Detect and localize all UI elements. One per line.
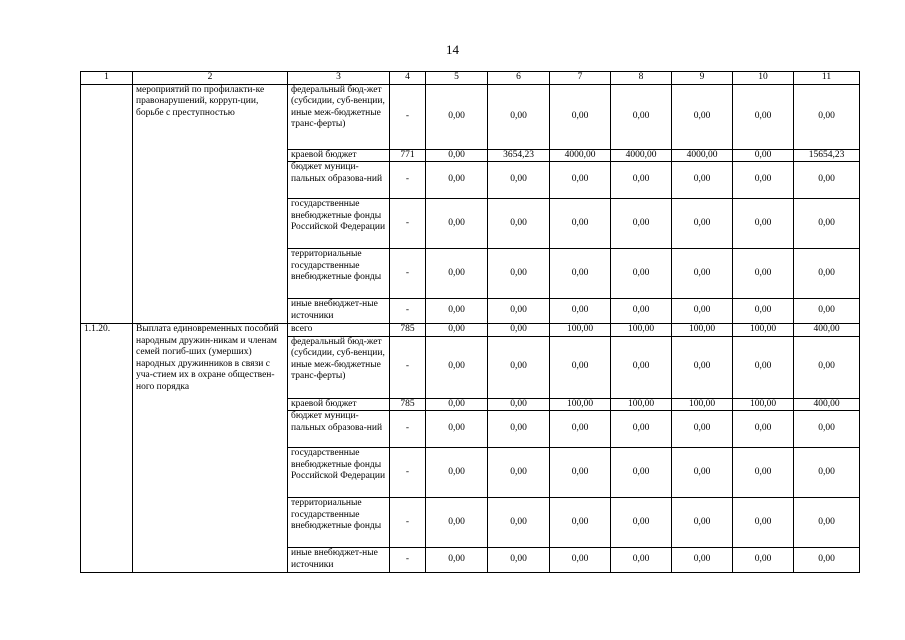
value-cell: 0,00 bbox=[672, 498, 733, 548]
value-cell: 4000,00 bbox=[672, 149, 733, 162]
header-cell: 5 bbox=[426, 72, 488, 85]
value-cell: 0,00 bbox=[733, 411, 794, 448]
value-cell: 100,00 bbox=[733, 324, 794, 337]
value-cell: 0,00 bbox=[794, 336, 860, 398]
value-cell: 0,00 bbox=[426, 411, 488, 448]
code-cell: - bbox=[390, 249, 426, 299]
value-cell: 0,00 bbox=[611, 548, 672, 573]
value-cell: 0,00 bbox=[733, 162, 794, 199]
value-cell: 0,00 bbox=[426, 548, 488, 573]
value-cell: 0,00 bbox=[426, 336, 488, 398]
item-description: Выплата единовременных пособий народным дружин-никам и членам семей погиб-ших (умерших) народных дружинников в связи с уча-стием их в охране обществен-ного порядка bbox=[133, 324, 288, 573]
code-cell: - bbox=[390, 162, 426, 199]
value-cell: 0,00 bbox=[611, 336, 672, 398]
code-cell: - bbox=[390, 336, 426, 398]
value-cell: 0,00 bbox=[550, 162, 611, 199]
value-cell: 0,00 bbox=[611, 299, 672, 324]
value-cell: 0,00 bbox=[488, 336, 550, 398]
value-cell: 0,00 bbox=[672, 199, 733, 249]
value-cell: 100,00 bbox=[550, 398, 611, 411]
value-cell: 0,00 bbox=[794, 448, 860, 498]
value-cell: 0,00 bbox=[672, 448, 733, 498]
value-cell: 400,00 bbox=[794, 398, 860, 411]
value-cell: 0,00 bbox=[488, 498, 550, 548]
value-cell: 0,00 bbox=[611, 199, 672, 249]
funding-source: бюджет муници-пальных образова-ний bbox=[288, 162, 390, 199]
value-cell: 0,00 bbox=[426, 249, 488, 299]
value-cell: 0,00 bbox=[733, 299, 794, 324]
value-cell: 0,00 bbox=[550, 199, 611, 249]
value-cell: 0,00 bbox=[611, 162, 672, 199]
value-cell: 0,00 bbox=[733, 249, 794, 299]
value-cell: 3654,23 bbox=[488, 149, 550, 162]
value-cell: 0,00 bbox=[794, 199, 860, 249]
value-cell: 0,00 bbox=[733, 498, 794, 548]
header-cell: 11 bbox=[794, 72, 860, 85]
value-cell: 100,00 bbox=[611, 398, 672, 411]
funding-source: иные внебюджет-ные источники bbox=[288, 548, 390, 573]
value-cell: 0,00 bbox=[672, 84, 733, 149]
header-cell: 2 bbox=[133, 72, 288, 85]
value-cell: 0,00 bbox=[488, 249, 550, 299]
value-cell: 0,00 bbox=[426, 199, 488, 249]
value-cell: 0,00 bbox=[426, 324, 488, 337]
budget-table bbox=[80, 71, 860, 573]
value-cell: 0,00 bbox=[488, 84, 550, 149]
item-description: мероприятий по профилакти-ке правонарушений, корруп-ции, борьбе с преступностью bbox=[133, 84, 288, 324]
value-cell: 0,00 bbox=[794, 498, 860, 548]
value-cell: 0,00 bbox=[550, 411, 611, 448]
value-cell: 0,00 bbox=[672, 548, 733, 573]
value-cell: 0,00 bbox=[611, 84, 672, 149]
value-cell: 0,00 bbox=[611, 249, 672, 299]
value-cell: 0,00 bbox=[426, 448, 488, 498]
code-cell: - bbox=[390, 498, 426, 548]
value-cell: 0,00 bbox=[794, 249, 860, 299]
value-cell: 0,00 bbox=[426, 84, 488, 149]
value-cell: 0,00 bbox=[794, 411, 860, 448]
value-cell: 100,00 bbox=[733, 398, 794, 411]
value-cell: 0,00 bbox=[672, 249, 733, 299]
funding-source: бюджет муници-пальных образова-ний bbox=[288, 411, 390, 448]
value-cell: 0,00 bbox=[733, 199, 794, 249]
value-cell: 0,00 bbox=[794, 84, 860, 149]
code-cell: - bbox=[390, 84, 426, 149]
value-cell: 4000,00 bbox=[611, 149, 672, 162]
value-cell: 4000,00 bbox=[550, 149, 611, 162]
value-cell: 0,00 bbox=[672, 299, 733, 324]
value-cell: 0,00 bbox=[733, 149, 794, 162]
funding-source: краевой бюджет bbox=[288, 149, 390, 162]
item-number bbox=[81, 84, 133, 324]
value-cell: 0,00 bbox=[794, 548, 860, 573]
code-cell: 771 bbox=[390, 149, 426, 162]
header-cell: 1 bbox=[81, 72, 133, 85]
value-cell: 0,00 bbox=[426, 149, 488, 162]
code-cell: 785 bbox=[390, 398, 426, 411]
value-cell: 0,00 bbox=[550, 84, 611, 149]
value-cell: 0,00 bbox=[488, 299, 550, 324]
header-cell: 8 bbox=[611, 72, 672, 85]
value-cell: 0,00 bbox=[488, 324, 550, 337]
code-cell: - bbox=[390, 548, 426, 573]
value-cell: 0,00 bbox=[672, 336, 733, 398]
value-cell: 0,00 bbox=[488, 162, 550, 199]
funding-source: территориальные государственные внебюджетные фонды bbox=[288, 249, 390, 299]
value-cell: 100,00 bbox=[611, 324, 672, 337]
value-cell: 0,00 bbox=[488, 398, 550, 411]
value-cell: 0,00 bbox=[794, 299, 860, 324]
value-cell: 0,00 bbox=[488, 199, 550, 249]
value-cell: 400,00 bbox=[794, 324, 860, 337]
header-cell: 6 bbox=[488, 72, 550, 85]
item-number: 1.1.20. bbox=[81, 324, 133, 573]
value-cell: 0,00 bbox=[672, 162, 733, 199]
value-cell: 0,00 bbox=[611, 411, 672, 448]
value-cell: 0,00 bbox=[488, 411, 550, 448]
value-cell: 0,00 bbox=[733, 84, 794, 149]
funding-source: иные внебюджет-ные источники bbox=[288, 299, 390, 324]
funding-source: государственные внебюджетные фонды Российской Федерации bbox=[288, 199, 390, 249]
value-cell: 0,00 bbox=[550, 249, 611, 299]
header-cell: 7 bbox=[550, 72, 611, 85]
header-cell: 9 bbox=[672, 72, 733, 85]
value-cell: 0,00 bbox=[426, 498, 488, 548]
header-cell: 3 bbox=[288, 72, 390, 85]
code-cell: - bbox=[390, 299, 426, 324]
value-cell: 100,00 bbox=[672, 324, 733, 337]
table-row bbox=[81, 324, 860, 337]
value-cell: 0,00 bbox=[672, 411, 733, 448]
value-cell: 0,00 bbox=[611, 498, 672, 548]
table-row bbox=[81, 84, 860, 149]
value-cell: 0,00 bbox=[426, 299, 488, 324]
value-cell: 0,00 bbox=[426, 162, 488, 199]
value-cell: 0,00 bbox=[550, 336, 611, 398]
funding-source: государственные внебюджетные фонды Российской Федерации bbox=[288, 448, 390, 498]
value-cell: 0,00 bbox=[550, 548, 611, 573]
header-cell: 4 bbox=[390, 72, 426, 85]
code-cell: - bbox=[390, 199, 426, 249]
value-cell: 0,00 bbox=[550, 299, 611, 324]
funding-source: федеральный бюд-жет (субсидии, суб-венции, иные меж-бюджетные транс-ферты) bbox=[288, 84, 390, 149]
value-cell: 0,00 bbox=[733, 548, 794, 573]
value-cell: 0,00 bbox=[794, 162, 860, 199]
value-cell: 15654,23 bbox=[794, 149, 860, 162]
value-cell: 0,00 bbox=[611, 448, 672, 498]
value-cell: 0,00 bbox=[488, 448, 550, 498]
code-cell: - bbox=[390, 411, 426, 448]
value-cell: 0,00 bbox=[733, 336, 794, 398]
value-cell: 0,00 bbox=[488, 548, 550, 573]
funding-source: всего bbox=[288, 324, 390, 337]
funding-source: краевой бюджет bbox=[288, 398, 390, 411]
value-cell: 0,00 bbox=[426, 398, 488, 411]
funding-source: федеральный бюд-жет (субсидии, суб-венции, иные меж-бюджетные транс-ферты) bbox=[288, 336, 390, 398]
value-cell: 0,00 bbox=[550, 498, 611, 548]
value-cell: 100,00 bbox=[550, 324, 611, 337]
value-cell: 0,00 bbox=[550, 448, 611, 498]
header-row bbox=[81, 72, 860, 85]
header-cell: 10 bbox=[733, 72, 794, 85]
value-cell: 0,00 bbox=[733, 448, 794, 498]
page-number: 14 bbox=[446, 42, 459, 57]
code-cell: - bbox=[390, 448, 426, 498]
funding-source: территориальные государственные внебюджетные фонды bbox=[288, 498, 390, 548]
code-cell: 785 bbox=[390, 324, 426, 337]
value-cell: 100,00 bbox=[672, 398, 733, 411]
